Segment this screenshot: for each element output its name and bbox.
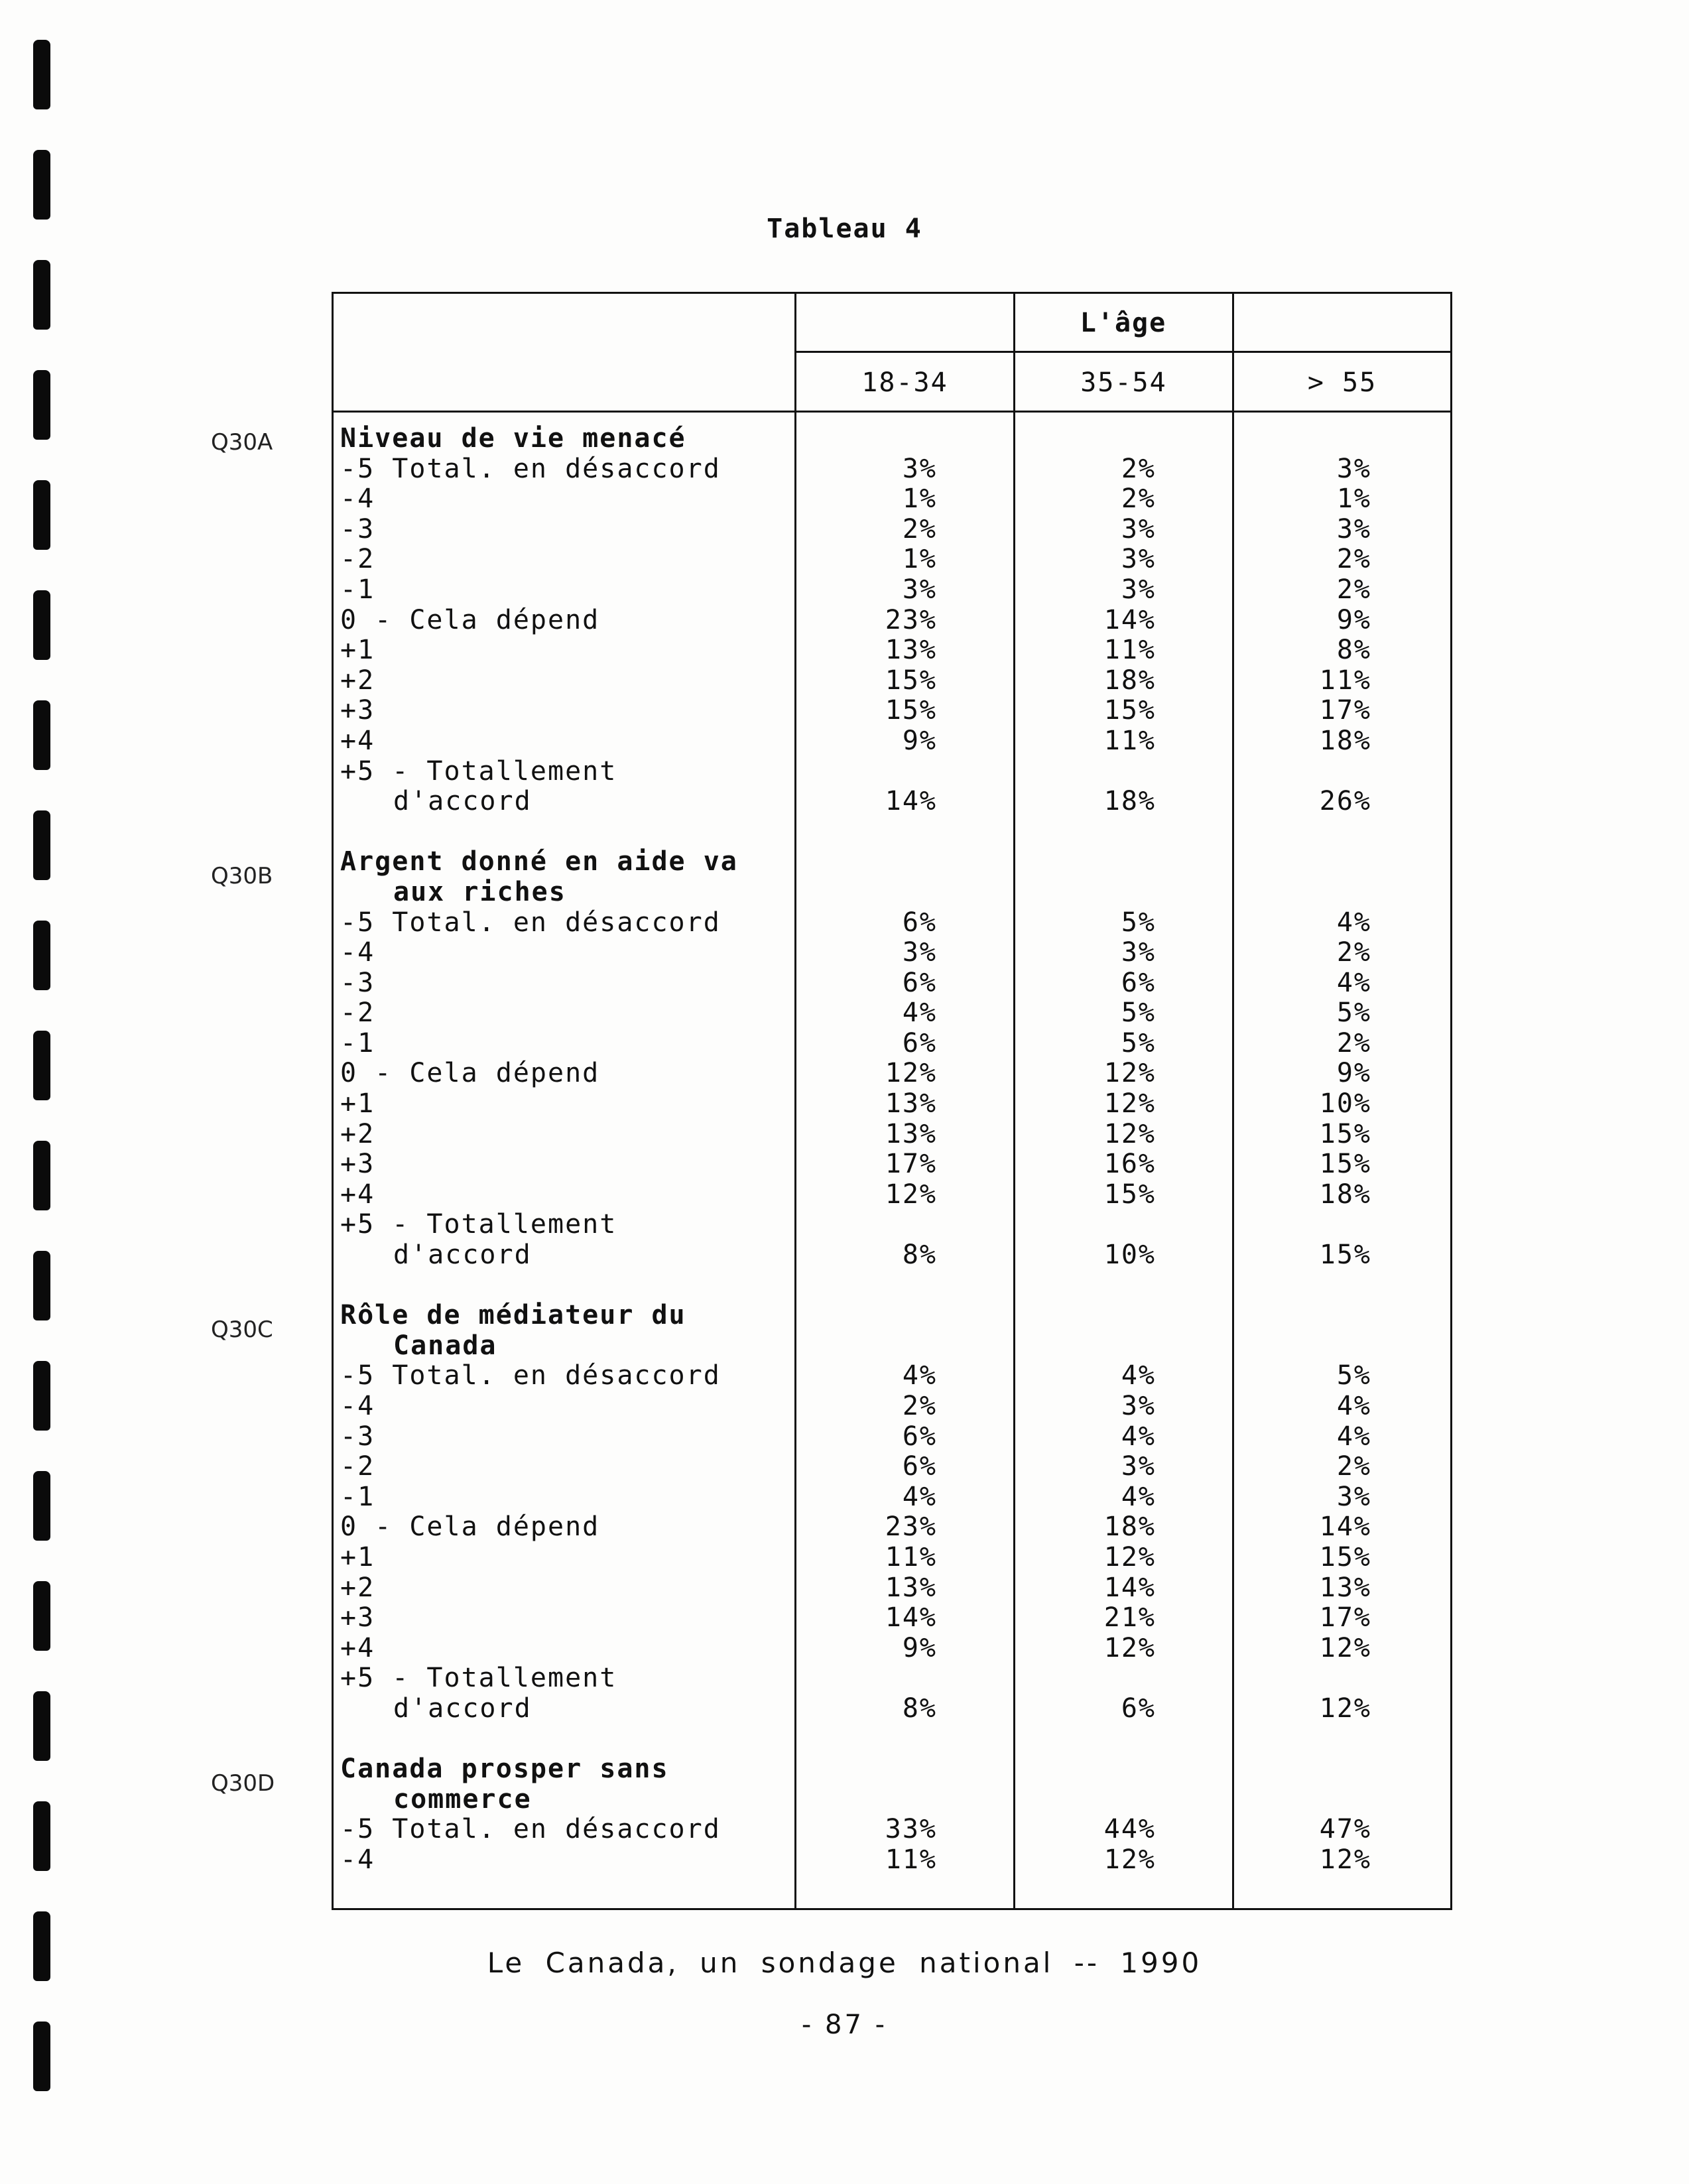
punch-hole-mark [33, 1251, 50, 1320]
cell-value: 12% [1103, 1541, 1156, 1573]
punch-hole-mark [33, 700, 50, 770]
section-title: commerce [393, 1783, 532, 1815]
cell-value: 17% [885, 1149, 937, 1180]
cell-value: 5% [1121, 997, 1156, 1029]
cell-value: 12% [1319, 1844, 1371, 1875]
cell-value: 2% [1336, 544, 1371, 575]
table-row [340, 1482, 1450, 1512]
table-row [340, 1451, 1450, 1482]
row-label: -4 [340, 483, 375, 515]
binder-punch-marks [27, 40, 60, 2149]
cell-value: 13% [885, 635, 937, 666]
punch-hole-mark [33, 921, 50, 990]
table-row [340, 786, 1450, 816]
row-label: +1 [340, 1088, 375, 1120]
cell-value: 17% [1319, 1602, 1371, 1634]
row-label: d'accord [393, 786, 532, 817]
row-label: -5 Total. en désaccord [340, 453, 721, 484]
cell-value: 6% [902, 907, 937, 938]
cell-value: 12% [1103, 1844, 1156, 1875]
table-row [340, 605, 1450, 635]
cell-value: 4% [902, 1360, 937, 1391]
cell-value: 47% [1319, 1814, 1371, 1845]
age-group-header: L'âge [1080, 308, 1167, 338]
row-label: -1 [340, 1027, 375, 1059]
cell-value: 6% [902, 1451, 937, 1482]
cell-value: 5% [1121, 907, 1156, 938]
cell-value: 15% [1319, 1149, 1371, 1180]
table-row [340, 1360, 1450, 1391]
spacer-row [340, 1270, 1450, 1301]
row-label: 0 - Cela dépend [340, 1511, 600, 1543]
cell-value: 6% [902, 967, 937, 998]
cell-value: 4% [1336, 967, 1371, 998]
table-row [340, 1693, 1450, 1724]
table-row [340, 544, 1450, 574]
column-header-18-34: 18-34 [861, 367, 948, 398]
cell-value: 14% [885, 1602, 937, 1634]
row-label: +5 - Totallement [340, 755, 617, 787]
cell-value: 26% [1319, 786, 1371, 817]
cell-value: 15% [885, 695, 937, 726]
cell-value: 1% [1336, 483, 1371, 515]
cell-value: 8% [1336, 635, 1371, 666]
cell-value: 11% [1319, 665, 1371, 696]
section-title: aux riches [393, 876, 566, 907]
section-title-row [340, 1330, 1450, 1361]
section-title-row [340, 877, 1450, 907]
punch-hole-mark [33, 40, 50, 109]
table-row [340, 1602, 1450, 1633]
cell-value: 18% [1103, 786, 1156, 817]
punch-hole-mark [33, 1801, 50, 1871]
cell-value: 9% [902, 1632, 937, 1663]
punch-hole-mark [33, 1031, 50, 1100]
cell-value: 12% [1103, 1632, 1156, 1663]
section-title-row [340, 1754, 1450, 1784]
punch-hole-mark [33, 480, 50, 550]
cell-value: 10% [1319, 1088, 1371, 1120]
table-row [340, 514, 1450, 545]
table-row [340, 635, 1450, 665]
table-row [340, 1421, 1450, 1452]
cell-value: 18% [1103, 1511, 1156, 1543]
table-row [340, 756, 1450, 787]
question-code: Q30C [211, 1317, 273, 1344]
table-row [340, 1209, 1450, 1240]
cell-value: 4% [1336, 907, 1371, 938]
cell-value: 14% [1103, 1572, 1156, 1603]
cell-value: 4% [1121, 1360, 1156, 1391]
table-row [340, 1542, 1450, 1573]
table-row [340, 907, 1450, 938]
cell-value: 23% [885, 1511, 937, 1543]
cell-value: 15% [1319, 1118, 1371, 1149]
question-code: Q30D [211, 1770, 275, 1797]
cell-value: 12% [1319, 1632, 1371, 1663]
row-label: +5 - Totallement [340, 1209, 617, 1240]
row-label: -1 [340, 574, 375, 605]
table-row [340, 1058, 1450, 1088]
section-title: Canada prosper sans [340, 1754, 669, 1785]
document-footer: Le Canada, un sondage national -- 1990 [487, 1947, 1202, 1979]
cell-value: 2% [1336, 937, 1371, 968]
row-label: -2 [340, 1451, 375, 1482]
row-label: -2 [340, 997, 375, 1029]
row-label: -4 [340, 1844, 375, 1875]
table-row [340, 1511, 1450, 1542]
column-header-35-54: 35-54 [1080, 367, 1167, 398]
cell-value: 3% [902, 574, 937, 605]
cell-value: 18% [1319, 725, 1371, 756]
cell-value: 16% [1103, 1149, 1156, 1180]
table-row [340, 726, 1450, 756]
cell-value: 2% [902, 513, 937, 545]
cell-value: 44% [1103, 1814, 1156, 1845]
table-body [340, 423, 1450, 1875]
cell-value: 12% [1319, 1693, 1371, 1724]
row-label: -5 Total. en désaccord [340, 1814, 721, 1845]
row-label: +2 [340, 665, 375, 696]
cell-value: 14% [885, 786, 937, 817]
section-title: Niveau de vie menacé [340, 423, 686, 454]
table-row [340, 1663, 1450, 1693]
cell-value: 14% [1319, 1511, 1371, 1543]
cell-value: 3% [1121, 574, 1156, 605]
cell-value: 11% [1103, 725, 1156, 756]
table-row [340, 454, 1450, 484]
cell-value: 15% [1103, 695, 1156, 726]
row-label: 0 - Cela dépend [340, 1058, 600, 1089]
row-label: -4 [340, 937, 375, 968]
cell-value: 4% [1336, 1391, 1371, 1421]
row-label: +4 [340, 725, 375, 756]
cell-value: 33% [885, 1814, 937, 1845]
cell-value: 2% [902, 1391, 937, 1421]
cell-value: 9% [1336, 1058, 1371, 1089]
cell-value: 13% [1319, 1572, 1371, 1603]
cell-value: 1% [902, 544, 937, 575]
cell-value: 17% [1319, 695, 1371, 726]
row-label: +3 [340, 1149, 375, 1180]
cell-value: 6% [1121, 967, 1156, 998]
cell-value: 11% [885, 1541, 937, 1573]
table-row [340, 1814, 1450, 1844]
cell-value: 13% [885, 1118, 937, 1149]
table-title: Tableau 4 [767, 214, 922, 244]
cell-value: 6% [902, 1421, 937, 1452]
cell-value: 3% [902, 453, 937, 484]
cell-value: 3% [1121, 1391, 1156, 1421]
cell-value: 10% [1103, 1240, 1156, 1271]
cell-value: 9% [1336, 604, 1371, 635]
cell-value: 12% [1103, 1058, 1156, 1089]
cell-value: 11% [885, 1844, 937, 1875]
cell-value: 4% [1121, 1481, 1156, 1512]
cell-value: 12% [1103, 1088, 1156, 1120]
cell-value: 3% [1336, 1481, 1371, 1512]
cell-value: 15% [885, 665, 937, 696]
cell-value: 6% [1121, 1693, 1156, 1724]
table-row [340, 1573, 1450, 1603]
row-label: +2 [340, 1572, 375, 1603]
cell-value: 8% [902, 1240, 937, 1271]
cell-value: 11% [1103, 635, 1156, 666]
table-row [340, 1844, 1450, 1875]
cell-value: 6% [902, 1027, 937, 1059]
table-row [340, 1240, 1450, 1270]
cell-value: 5% [1336, 1360, 1371, 1391]
cell-value: 14% [1103, 604, 1156, 635]
question-code: Q30B [211, 863, 273, 890]
cell-value: 3% [1336, 453, 1371, 484]
row-label: -3 [340, 513, 375, 545]
cell-value: 3% [1121, 513, 1156, 545]
row-label: +2 [340, 1118, 375, 1149]
table-row [340, 997, 1450, 1028]
cell-value: 18% [1319, 1179, 1371, 1210]
age-table [332, 292, 1452, 1910]
cell-value: 4% [1121, 1421, 1156, 1452]
cell-value: 23% [885, 604, 937, 635]
cell-value: 8% [902, 1693, 937, 1724]
cell-value: 5% [1336, 997, 1371, 1029]
table-row [340, 1119, 1450, 1149]
row-label: +3 [340, 695, 375, 726]
table-row [340, 1088, 1450, 1119]
row-label: -2 [340, 544, 375, 575]
row-label: +3 [340, 1602, 375, 1634]
cell-value: 15% [1319, 1240, 1371, 1271]
cell-value: 2% [1336, 574, 1371, 605]
cell-value: 18% [1103, 665, 1156, 696]
cell-value: 2% [1121, 483, 1156, 515]
cell-value: 3% [902, 937, 937, 968]
row-label: +4 [340, 1632, 375, 1663]
punch-hole-mark [33, 810, 50, 880]
question-code: Q30A [211, 429, 273, 456]
table-row [340, 1391, 1450, 1421]
table-row [340, 1633, 1450, 1663]
row-label: +5 - Totallement [340, 1663, 617, 1694]
punch-hole-mark [33, 1471, 50, 1541]
table-row [340, 968, 1450, 998]
row-label: -5 Total. en désaccord [340, 1360, 721, 1391]
section-title-row [340, 423, 1450, 454]
spacer-row [340, 816, 1450, 847]
cell-value: 3% [1121, 937, 1156, 968]
punch-hole-mark [33, 1141, 50, 1210]
row-label: +1 [340, 1541, 375, 1573]
cell-value: 15% [1319, 1541, 1371, 1573]
table-row [340, 574, 1450, 605]
table-row [340, 483, 1450, 514]
cell-value: 15% [1103, 1179, 1156, 1210]
row-label: -5 Total. en désaccord [340, 907, 721, 938]
cell-value: 13% [885, 1572, 937, 1603]
section-title-row [340, 846, 1450, 877]
punch-hole-mark [33, 1581, 50, 1651]
row-label: -4 [340, 1391, 375, 1421]
punch-hole-mark [33, 1691, 50, 1761]
cell-value: 12% [1103, 1118, 1156, 1149]
cell-value: 4% [902, 997, 937, 1029]
table-row [340, 937, 1450, 968]
cell-value: 5% [1121, 1027, 1156, 1059]
column-header-55-plus: > 55 [1307, 367, 1377, 398]
cell-value: 4% [1336, 1421, 1371, 1452]
cell-value: 12% [885, 1179, 937, 1210]
table-row [340, 665, 1450, 696]
row-label: +1 [340, 635, 375, 666]
row-label: -3 [340, 1421, 375, 1452]
page-number: - 87 - [801, 2010, 888, 2040]
row-label: +4 [340, 1179, 375, 1210]
cell-value: 12% [885, 1058, 937, 1089]
cell-value: 9% [902, 725, 937, 756]
table-row [340, 1028, 1450, 1059]
section-title-row [340, 1784, 1450, 1815]
cell-value: 3% [1121, 1451, 1156, 1482]
row-label: 0 - Cela dépend [340, 604, 600, 635]
cell-value: 4% [902, 1481, 937, 1512]
section-title: Canada [393, 1330, 497, 1361]
cell-value: 2% [1336, 1451, 1371, 1482]
cell-value: 2% [1336, 1027, 1371, 1059]
row-label: d'accord [393, 1693, 532, 1724]
row-label: -1 [340, 1481, 375, 1512]
cell-value: 21% [1103, 1602, 1156, 1634]
punch-hole-mark [33, 260, 50, 330]
section-title: Rôle de médiateur du [340, 1300, 686, 1331]
section-title-row [340, 1300, 1450, 1330]
row-label: d'accord [393, 1240, 532, 1271]
cell-value: 3% [1121, 544, 1156, 575]
punch-hole-mark [33, 590, 50, 660]
cell-value: 2% [1121, 453, 1156, 484]
spacer-row [340, 1724, 1450, 1754]
punch-hole-mark [33, 1361, 50, 1431]
table-row [340, 1179, 1450, 1210]
section-title: Argent donné en aide va [340, 846, 738, 877]
row-label: -3 [340, 967, 375, 998]
cell-value: 1% [902, 483, 937, 515]
punch-hole-mark [33, 150, 50, 220]
punch-hole-mark [33, 370, 50, 440]
cell-value: 3% [1336, 513, 1371, 545]
table-row [340, 695, 1450, 726]
table-row [340, 1149, 1450, 1179]
cell-value: 13% [885, 1088, 937, 1120]
